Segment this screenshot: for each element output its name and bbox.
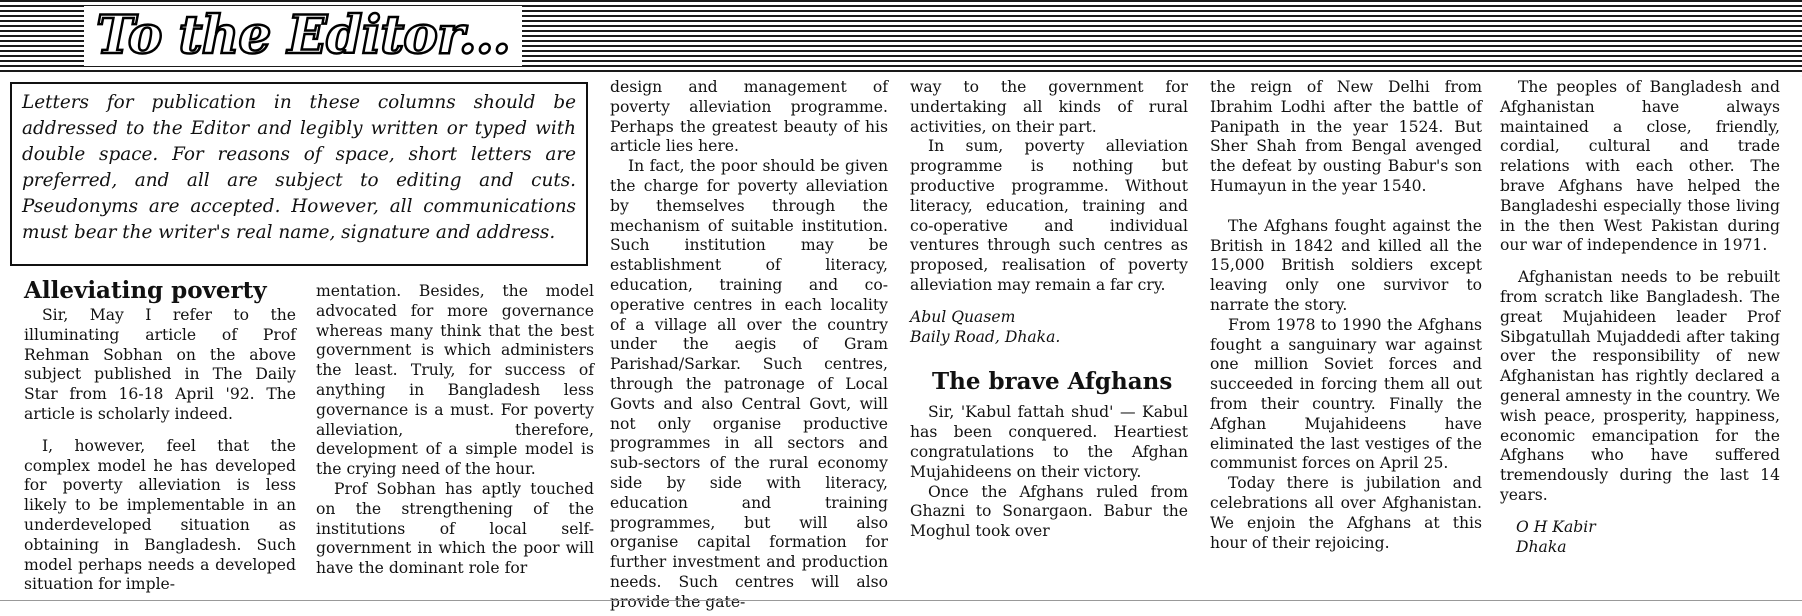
- letter-column-4: [910, 78, 1188, 542]
- letter1-paragraph: Prof Sobhan has aptly touched on the strengthening of the institutions of local self-government in which the poor will have the dominant role for: [316, 479, 594, 578]
- letter2-paragraph: From 1978 to 1990 the Afghans fought a sanguinary war against one million Soviet forces and succeeded in forcing them all out from their country. Finally the Afghan Mujahideens have eliminated the last vestiges of the communist forces on April 25.: [1210, 315, 1482, 473]
- letter1-headline: Alleviating poverty: [24, 277, 267, 304]
- letter1-paragraph: mentation. Besides, the model advocated for more governance whereas many think that the best government is which administers the least. Truly, for success of anything in Bangladesh less governance is a must. For poverty alleviation, therefore, development of a simple model is the crying need of the hour.: [316, 282, 594, 479]
- letter2-column-6: [1500, 78, 1780, 557]
- letter1-paragraph: way to the government for undertaking all kinds of rural activities, on their part.: [910, 78, 1188, 136]
- header-banner: [0, 0, 1802, 72]
- editorial-notice: Letters for publication in these columns should be addressed to the Editor and legibly written or typed with double space. For reasons of space, short letters are preferred, and all are subject to editing and cuts. Pseudonyms are accepted. However, all communications must bear the writer's real name, signature and address.: [10, 82, 588, 266]
- letter1-paragraph: In fact, the poor should be given the charge for poverty alleviation by themselves through the mechanism of suitable institution. Such institution may be establishment of literacy, education, training and co-operative centres in each locality of a village all over the country under the aegis of Gram Parishad/Sarkar. Such centres, through the patronage of Local Govts and also Central Govt, will not only organise productive programmes in all sectors and sub-sectors of the rural economy side by side with literacy, education and training programmes, but will also organise capital formation for further investment and production needs. Such centres will also provide the gate-: [610, 157, 888, 611]
- letter2-headline: The brave Afghans: [932, 368, 1173, 396]
- letter1-paragraph: I, however, feel that the complex model he has developed for poverty alleviation is less likely to be implementable in an underdeveloped situation as obtaining in Bangladesh. Such model perhaps needs a developed situation for imple-: [24, 436, 296, 594]
- bottom-rule: [0, 600, 1802, 601]
- letter2-paragraph: The peoples of Bangladesh and Afghanistan have always maintained a close, friendly, cordial, cultural and trade relations with each other. The brave Afghans have helped the Bangladeshi especially those living in the then West Pakistan during our war of independence in 1971.: [1500, 78, 1780, 255]
- letter2-paragraph: Today there is jubilation and celebrations all over Afghanistan. We enjoin the Afghans at this hour of their rejoicing.: [1210, 474, 1482, 552]
- letter1-column-1: [24, 276, 296, 595]
- page-title: To the Editor...: [84, 6, 522, 66]
- letter1-paragraph: Sir, May I refer to the illuminating article of Prof Rehman Sobhan on the above subject published in The Daily Star from 16-18 April '92. The article is scholarly indeed.: [24, 306, 296, 423]
- letter2-signature-name: O H Kabir: [1516, 517, 1596, 536]
- letter1-column-3: [610, 78, 888, 613]
- letter2-paragraph: Sir, 'Kabul fattah shud' — Kabul has been conquered. Heartiest congratulations to the Afghan Mujahideens on their victory.: [910, 403, 1188, 481]
- letter1-signature-name: Abul Quasem: [910, 307, 1016, 326]
- letter2-paragraph: Afghanistan needs to be rebuilt from scratch like Bangladesh. The great Mujahideen leader Prof Sibgatullah Mujaddedi after taking over the responsibility of new Afghanistan has rightly declared a general amnesty in the country. We wish peace, prosperity, happiness, economic emancipation for the Afghans who have suffered tremendously during the last 14 years.: [1500, 268, 1780, 504]
- letter1-signature-place: Baily Road, Dhaka.: [910, 327, 1061, 346]
- letter2-paragraph: the reign of New Delhi from Ibrahim Lodhi after the battle of Panipath in the year 1524. But Sher Shah from Bengal avenged the defeat by ousting Babur's son Humayun in the year 1540.: [1210, 78, 1482, 195]
- letter2-signature-place: Dhaka: [1516, 537, 1567, 556]
- letter1-paragraph: In sum, poverty alleviation programme is nothing but productive programme. Without literacy, education, training and co-operative and individual ventures through such centres as proposed, realisation of poverty alleviation may remain a far cry.: [910, 137, 1188, 294]
- letter2-paragraph: Once the Afghans ruled from Ghazni to Sonargaon. Babur the Moghul took over: [910, 482, 1188, 541]
- letter2-paragraph: The Afghans fought against the British in 1842 and killed all the 15,000 British soldiers except leaving only one survivor to narrate the story.: [1210, 216, 1482, 314]
- letter2-column-5: [1210, 78, 1482, 553]
- letter1-paragraph: design and management of poverty alleviation programme. Perhaps the greatest beauty of his article lies here.: [610, 78, 888, 156]
- letter1-column-2: [316, 282, 594, 579]
